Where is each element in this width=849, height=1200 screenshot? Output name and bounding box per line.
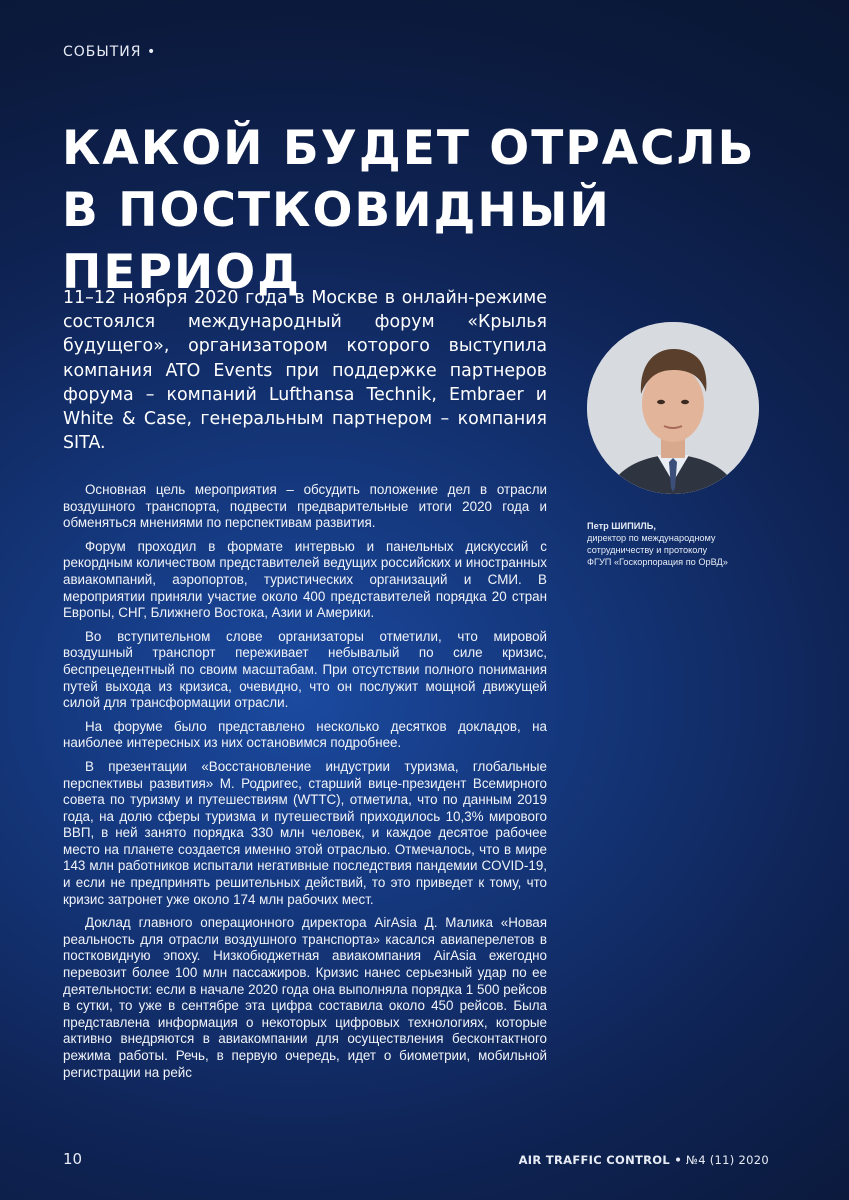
title-line-2: В ПОСТКОВИДНЫЙ ПЕРИОД	[62, 183, 611, 300]
body-paragraph: Форум проходил в формате интервью и панельных дискуссий с рекордным количеством представителей ведущих российских и иностранных авиакомпаний, аэропортов, туристических организаций и СМИ. В мероприятии приняли участие около 400 представителей порядка 20 стран Европы, СНГ, Ближнего Востока, Азии и Америки.	[63, 538, 547, 621]
magazine-footer	[519, 1153, 769, 1167]
body-paragraph: Во вступительном слове организаторы отметили, что мировой воздушный транспорт переживает небывалый по силе кризис, беспрецедентный по своим масштабам. При отсутствии полного понимания путей выхода из кризиса, очевидно, что он послужит мощной движущей силой для трансформации отрасли.	[63, 628, 547, 711]
section-label: СОБЫТИЯ •	[63, 44, 157, 60]
title-line-1: КАКОЙ БУДЕТ ОТРАСЛЬ	[62, 121, 756, 176]
article-title	[62, 118, 822, 304]
issue-number: №4 (11) 2020	[685, 1153, 769, 1167]
article-body	[63, 482, 547, 1088]
body-paragraph: На форуме было представлено несколько десятков докладов, на наиболее интересных из них остановимся подробнее.	[63, 718, 547, 751]
speaker-portrait	[587, 322, 759, 494]
lead-paragraph: 11–12 ноября 2020 года в Москве в онлайн-режиме состоялся международный форум «Крылья будущего», организатором которого выступила компания ATO Events при поддержке партнеров форума – компаний Lufthansa Technik, Embraer и White & Case, генеральным партнером – компания SITA.	[63, 288, 547, 454]
speaker-position-line-2: сотрудничеству и протоколу	[587, 545, 708, 555]
body-paragraph: Доклад главного операционного директора AirAsia Д. Малика «Новая реальность для отрасли воздушного транспорта» касался авиаперелетов в постковидную эпоху. Низкобюджетная авиакомпания AirAsia ежегодно перевозит более 100 млн пассажиров. Кризис нанес серьезный удар по ее деятельности: если в начале 2020 года она выполняла порядка 1 500 рейсов в сутки, то уже в сентябре эта цифра составила около 450 рейсов. Была представлена информация о некоторых цифровых технологиях, которые активно внедряются в авиакомпании для осуществления бесконтактного режима работы. Речь, в первую очередь, идет о биометрии, мобильной регистрации на рейс	[63, 915, 547, 1080]
portrait-image	[587, 322, 759, 494]
speaker-name: Петр ШИПИЛЬ,	[587, 521, 656, 531]
body-paragraph: Основная цель мероприятия – обсудить положение дел в отрасли воздушного транспорта, подвести предварительные итоги 2020 года и обменяться мнениями по перспективам развития.	[63, 482, 547, 531]
magazine-name: AIR TRAFFIC CONTROL •	[518, 1153, 682, 1167]
body-paragraph: В презентации «Восстановление индустрии туризма, глобальные перспективы развития» М. Родригес, старший вице-президент Всемирного совета по туризму и путешествиям (WTTC), отметила, что по данным 2019 года, на долю сферы туризма и путешествий приходилось 10,3% мирового ВВП, в ней занято порядка 330 млн человек, и каждое десятое рабочее место на планете создается именно этой отраслью. Отмечалось, что в мире 143 млн работников испытали негативные последствия пандемии COVID-19, и если не предпринять решительных действий, то это приведет к тому, что кризис затронет уже около 174 млн рабочих мест.	[63, 758, 547, 907]
portrait-caption	[587, 520, 787, 568]
page-number: 10	[63, 1150, 83, 1168]
speaker-position-line-1: директор по международному	[587, 533, 716, 543]
speaker-organization: ФГУП «Госкорпорация по ОрВД»	[587, 557, 728, 567]
